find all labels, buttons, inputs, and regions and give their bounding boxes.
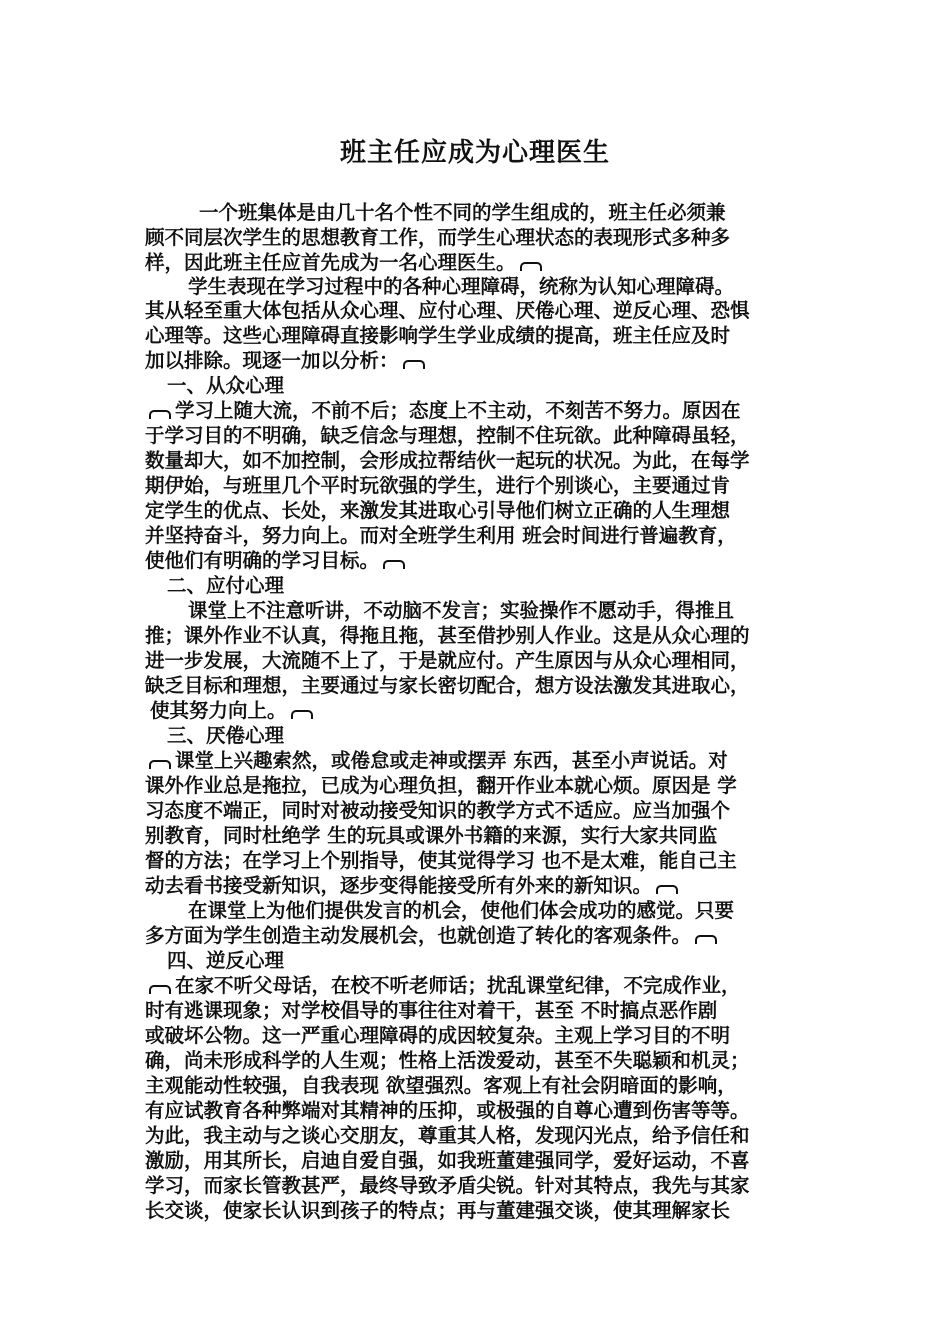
- paragraph-mark-icon: [403, 360, 425, 369]
- section-heading: 一、从众心理: [167, 374, 285, 397]
- paragraph-line: 为此，我主动与之谈心交朋友，尊重其人格，发现闪光点，给予信任和: [145, 1124, 750, 1147]
- paragraph-line: 在课堂上为他们提供发言的机会，使他们体会成功的感觉。只要: [188, 899, 735, 922]
- paragraph-line: 使其努力向上。: [150, 699, 317, 723]
- paragraph-line: 长交谈，使家长认识到孩子的特点；再与董建强交谈，使其理解家长: [145, 1199, 731, 1222]
- paragraph-line: 使他们有明确的学习目标。: [145, 549, 409, 573]
- paragraph-line: 学生表现在学习过程中的各种心理障碍，统称为认知心理障碍。: [188, 275, 735, 298]
- paragraph-line: 推；课外作业不认真，得拖且拖，甚至借抄别人作业。这是从众心理的: [145, 624, 750, 647]
- paragraph-mark-icon: [695, 935, 717, 944]
- paragraph-line: 并坚持奋斗，努力向上。而对全班学生利用 班会时间进行普遍教育，: [145, 524, 737, 547]
- section-heading: 二、应付心理: [167, 574, 285, 597]
- paragraph-line: 一个班集体是由几十名个性不同的学生组成的，班主任必须兼: [199, 201, 726, 224]
- paragraph-mark-icon: [149, 410, 171, 419]
- paragraph-line: 时有逃课现象；对学校倡导的事往往对着干，甚至 不时搞点恶作剧: [145, 999, 718, 1022]
- paragraph-line: 在家不听父母话，在校不听老师话；扰乱课堂纪律，不完成作业，: [145, 974, 741, 998]
- paragraph-line: 进一步发展，大流随不上了，于是就应付。产生原因与从众心理相同，: [145, 649, 750, 672]
- paragraph-line: 课外作业总是拖拉，已成为心理负担，翻开作业本就心烦。原因是 学: [145, 774, 737, 797]
- paragraph-line: 课堂上不注意听讲，不动脑不发言；实验操作不愿动手，得推且: [188, 599, 735, 622]
- paragraph-mark-icon: [656, 885, 678, 894]
- paragraph-line: 数量却大，如不加控制，会形成拉帮结伙一起玩的状况。为此，在每学: [145, 449, 750, 472]
- paragraph-line: 其从轻至重大体包括从众心理、应付心理、厌倦心理、逆反心理、恐惧: [145, 299, 750, 322]
- paragraph-line: 学习上随大流，不前不后；态度上不主动，不刻苦不努力。原因在: [145, 399, 741, 423]
- paragraph-line: 于学习目的不明确，缺乏信念与理想，控制不住玩欲。此种障碍虽轻，: [145, 424, 750, 447]
- paragraph-line: 课堂上兴趣索然，或倦怠或走神或摆弄 东西，甚至小声说话。对: [145, 749, 728, 773]
- paragraph-line: 缺乏目标和理想，主要通过与家长密切配合，想方设法激发其进取心，: [145, 674, 750, 697]
- paragraph-line: 动去看书接受新知识，逐步变得能接受所有外来的新知识。: [145, 874, 682, 898]
- paragraph-line: 定学生的优点、长处，来激发其进取心引导他们树立正确的人生理想: [145, 499, 731, 522]
- paragraph-line: 或破坏公物。这一严重心理障碍的成因较复杂。主观上学习目的不明: [145, 1024, 731, 1047]
- paragraph-mark-icon: [383, 560, 405, 569]
- paragraph-line: 激励，用其所长，启迪自爱自强，如我班董建强同学，爱好运动，不喜: [145, 1149, 750, 1172]
- paragraph-line: 多方面为学生创造主动发展机会，也就创造了转化的客观条件。: [145, 924, 721, 948]
- paragraph-line: 有应试教育各种弊端对其精神的压抑，或极强的自尊心遭到伤害等等。: [145, 1099, 750, 1122]
- paragraph-line: 习态度不端正，同时对被动接受知识的教学方式不适应。应当加强个: [145, 799, 731, 822]
- paragraph-line: 期伊始，与班里几个平时玩欲强的学生，进行个别谈心，主要通过肯: [145, 474, 731, 497]
- paragraph-line: 心理等。这些心理障碍直接影响学生学业成绩的提高，班主任应及时: [145, 324, 731, 347]
- paragraph-line: 确，尚未形成科学的人生观；性格上活泼爱动，甚至不失聪颖和机灵；: [145, 1049, 750, 1072]
- paragraph-mark-icon: [291, 710, 313, 719]
- paragraph-mark-icon: [520, 262, 542, 271]
- section-heading: 四、逆反心理: [167, 949, 285, 972]
- paragraph-line: 督的方法；在学习上个别指导，使其觉得学习 也不是太难，能自己主: [145, 849, 737, 872]
- paragraph-mark-icon: [149, 985, 171, 994]
- paragraph-line: 别教育，同时杜绝学 生的玩具或课外书籍的来源，实行大家共同监: [145, 824, 718, 847]
- paragraph-line: 加以排除。现逐一加以分析：: [145, 349, 429, 373]
- paragraph-line: 顾不同层次学生的思想教育工作，而学生心理状态的表现形式多种多: [145, 226, 731, 249]
- document-title: 班主任应成为心理医生: [339, 138, 610, 168]
- section-heading: 三、厌倦心理: [167, 724, 285, 747]
- paragraph-line: 主观能动性较强，自我表现 欲望强烈。客观上有社会阴暗面的影响，: [145, 1074, 737, 1097]
- paragraph-line: 学习，而家长管教甚严，最终导致矛盾尖锐。针对其特点，我先与其家: [145, 1174, 750, 1197]
- paragraph-mark-icon: [149, 760, 171, 769]
- paragraph-line: 样，因此班主任应首先成为一名心理医生。: [145, 251, 546, 275]
